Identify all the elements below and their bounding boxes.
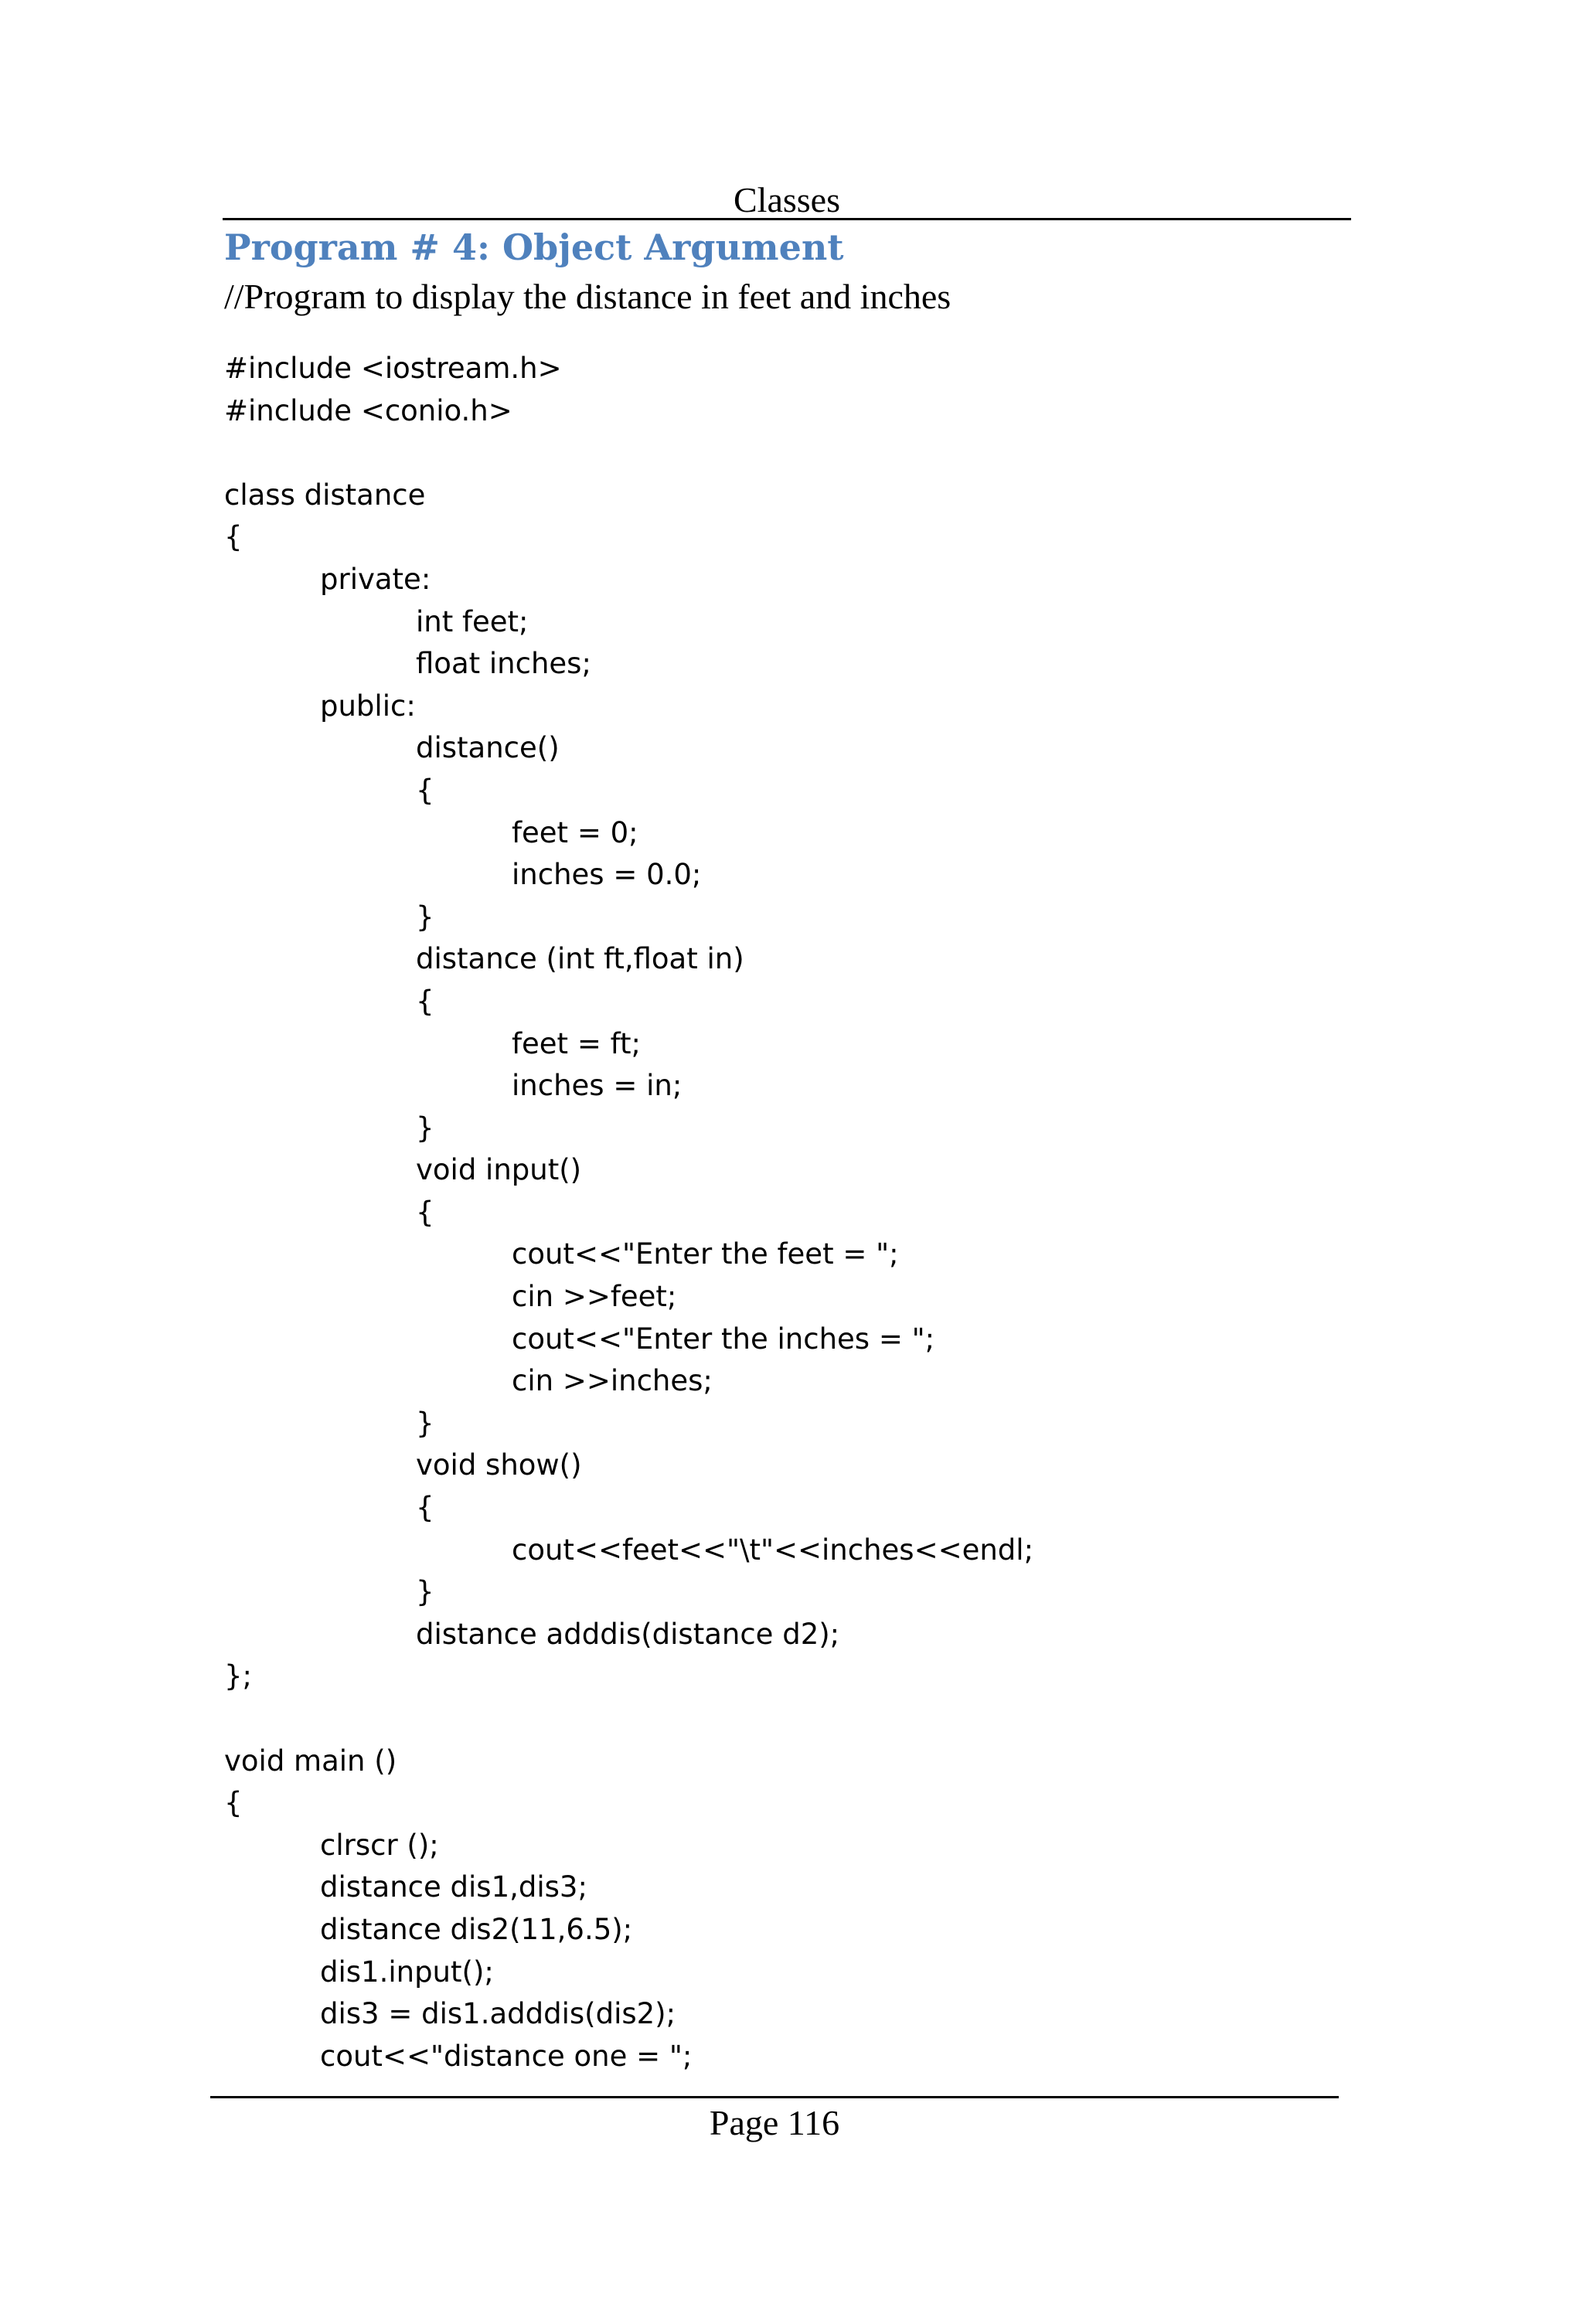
code-line: [224, 1698, 1353, 1740]
header-title: Classes: [734, 180, 840, 219]
code-line: distance (int ft,float in): [416, 942, 744, 976]
code-line: }: [416, 1575, 434, 1609]
code-line: class distance: [224, 478, 426, 512]
code-line: #include <iostream.h>: [224, 352, 562, 385]
code-line: dis1.input();: [320, 1955, 494, 1989]
code-line: cout<<"Enter the inches = ";: [512, 1322, 935, 1356]
code-line: cin >>feet;: [512, 1280, 677, 1314]
program-heading: Program # 4: Object Argument: [224, 226, 844, 268]
code-line: #include <conio.h>: [224, 393, 512, 427]
code-line: cout<<"Enter the feet = ";: [512, 1237, 899, 1271]
code-line: cout<<feet<<"\t"<<inches<<endl;: [512, 1533, 1034, 1567]
code-line: void main (): [224, 1744, 397, 1778]
code-line: inches = in;: [512, 1069, 683, 1103]
code-line: dis3 = dis1.adddis(dis2);: [320, 1997, 676, 2031]
code-block: [224, 348, 1353, 2077]
page-footer: [210, 2096, 1339, 2145]
code-line: [224, 432, 1353, 475]
code-line: {: [224, 520, 243, 554]
code-line: inches = 0.0;: [512, 858, 702, 892]
code-line: private:: [320, 562, 431, 596]
code-line: int feet;: [416, 604, 529, 638]
code-line: {: [224, 1786, 243, 1820]
code-line: feet = 0;: [512, 815, 638, 849]
code-line: {: [416, 984, 434, 1018]
page-header: [223, 182, 1351, 220]
code-line: {: [416, 1195, 434, 1229]
code-line: cin >>inches;: [512, 1364, 713, 1398]
code-line: }: [416, 1406, 434, 1440]
page-number: Page 116: [709, 2103, 840, 2142]
program-comment: //Program to display the distance in feet and inches: [224, 277, 952, 316]
code-line: float inches;: [416, 647, 591, 681]
code-line: distance(): [416, 731, 560, 765]
code-line: void input(): [416, 1153, 582, 1187]
code-line: {: [416, 773, 434, 807]
code-line: };: [224, 1659, 253, 1693]
code-line: distance dis2(11,6.5);: [320, 1912, 633, 1946]
code-line: void show(): [416, 1448, 582, 1482]
code-line: {: [416, 1491, 434, 1525]
code-line: distance dis1,dis3;: [320, 1870, 587, 1904]
code-line: cout<<"distance one = ";: [320, 2039, 693, 2073]
code-line: feet = ft;: [512, 1026, 641, 1060]
code-line: clrscr ();: [320, 1828, 439, 1862]
code-line: public:: [320, 689, 416, 723]
code-line: }: [416, 900, 434, 934]
code-line: }: [416, 1111, 434, 1145]
code-line: distance adddis(distance d2);: [416, 1617, 840, 1651]
